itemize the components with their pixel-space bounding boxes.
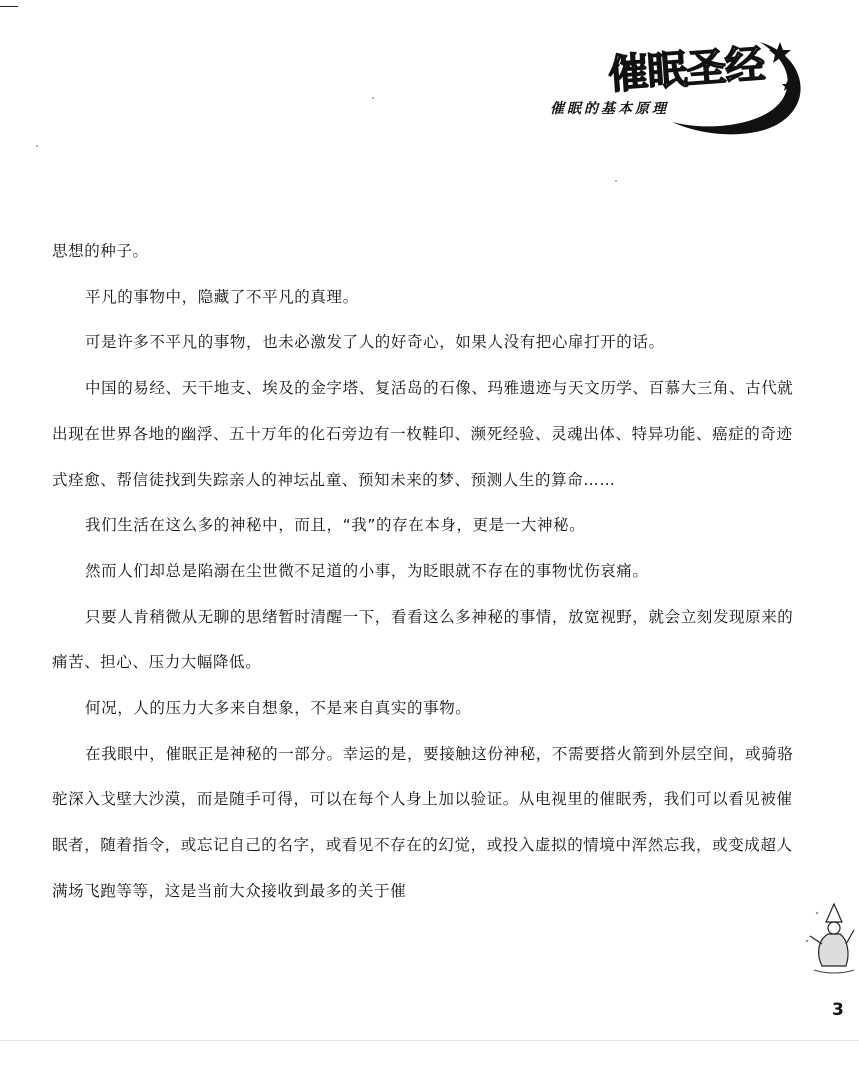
scan-speck (615, 180, 617, 182)
bottom-divider (0, 1040, 859, 1041)
header-logo (550, 30, 820, 140)
body-text (52, 229, 804, 915)
corner-crop-mark (0, 6, 18, 7)
paragraph: 然而人们却总是陷溺在尘世微不足道的小事，为眨眼就不存在的事物忧伤哀痛。 (85, 561, 649, 580)
paragraph: 中国的易经、天干地支、埃及的金字塔、复活岛的石像、玛雅遗迹与天文历学、百慕大三角、古代就出现在世界各地的幽浮、五十万年的化石旁边有一枚鞋印、濒死经验、灵魂出体、特异功能、癌症的奇迹式痊愈、帮信徒找到失踪亲人的神坛乩童、预知未来的梦、预测人生的算命…… (52, 379, 794, 489)
paragraph: 在我眼中，催眠正是神秘的一部分。幸运的是，要接触这份神秘，不需要搭火箭到外层空间，或骑骆驼深入戈壁大沙漠，而是随手可得，可以在每个人身上加以验证。从电视里的催眠秀，我们可以看见被催眠者，随着指令，或忘记自己的名字，或看见不存在的幻觉，或投入虚拟的情境中浑然忘我，或变成超人满场飞跑等等，这是当前大众接收到最多的关于催 (52, 744, 794, 900)
paragraph: 可是许多不平凡的事物，也未必激发了人的好奇心，如果人没有把心扉打开的话。 (85, 333, 665, 352)
paragraph: 何况，人的压力大多来自想象，不是来自真实的事物。 (85, 699, 472, 718)
paragraph: 思想的种子。 (52, 242, 149, 260)
logo-title: 催眠圣经 (606, 40, 766, 99)
scan-speck (372, 97, 374, 99)
paragraph: 我们生活在这么多的神秘中，而且，“我”的存在本身，更是一大神秘。 (85, 516, 586, 535)
page-number: 3 (832, 1000, 844, 1020)
logo-subtitle: 催眠的基本原理 (550, 101, 669, 117)
paragraph: 只要人肯稍微从无聊的思绪暂时清醒一下，看看这么多神秘的事情，放宽视野，就会立刻发现原来的痛苦、担心、压力大幅降低。 (52, 607, 794, 672)
scan-speck (36, 145, 38, 147)
paragraph: 平凡的事物中，隐藏了不平凡的真理。 (85, 287, 359, 306)
wizard-figure-icon (804, 900, 856, 980)
